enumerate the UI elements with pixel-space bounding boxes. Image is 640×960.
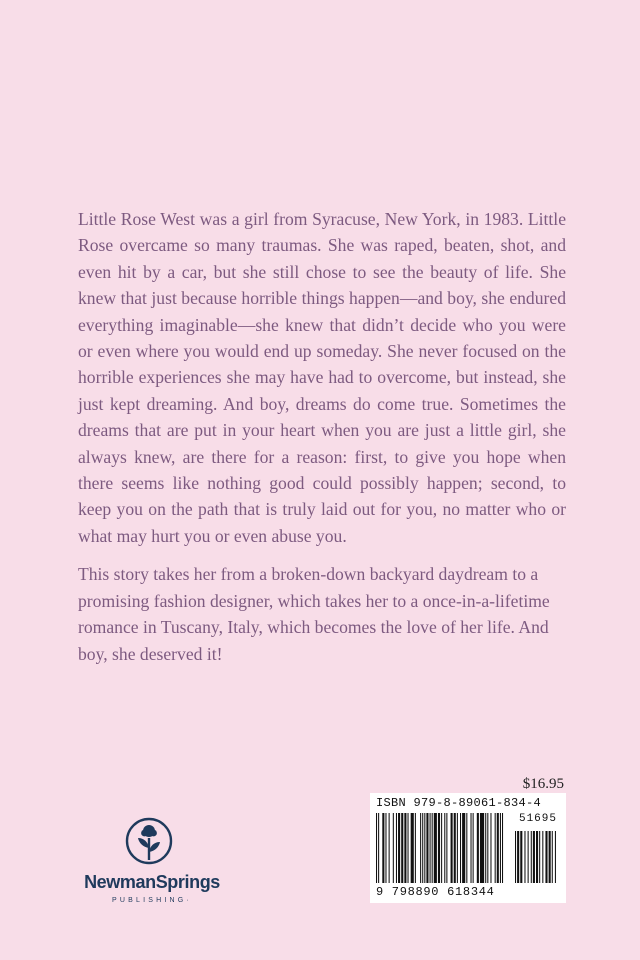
barcode-bar	[457, 813, 458, 883]
blurb-paragraph-2: This story takes her from a broken-down backyard daydream to a promising fashion designer, which takes her to a once-in-a-lifetime romance in Tuscany, Italy, which becomes the love of her life. And boy, she deserved it!	[78, 564, 550, 664]
barcode-bar	[441, 813, 442, 883]
isbn-barcode	[370, 793, 566, 903]
barcode-bar	[460, 813, 461, 883]
barcode-bar	[552, 831, 553, 883]
publisher-subtitle: PUBLISHING·	[112, 897, 192, 904]
barcode-bar	[497, 813, 499, 883]
barcode-bar	[376, 813, 377, 883]
barcode-bar	[422, 813, 423, 883]
barcode-bar	[480, 813, 484, 883]
barcode-bar	[434, 813, 437, 883]
barcode-bar	[420, 813, 421, 883]
barcode-bar	[531, 831, 532, 883]
barcode-bar	[432, 813, 433, 883]
barcode-bar	[473, 813, 474, 883]
barcode-bar	[389, 813, 390, 883]
barcode-bar	[430, 813, 431, 883]
barcode-bar	[385, 813, 386, 883]
barcode-bar	[438, 813, 440, 883]
barcode-bar	[444, 813, 445, 883]
barcode-bar	[524, 831, 525, 883]
barcode-bar	[404, 813, 406, 883]
barcode-bar	[528, 831, 529, 883]
barcode-bar	[495, 813, 496, 883]
barcode-bar	[451, 813, 453, 883]
barcode-bar	[411, 813, 414, 883]
publisher-logo	[72, 816, 232, 916]
barcode-bar	[502, 813, 503, 883]
barcode-bar	[426, 813, 428, 883]
isbn-label: ISBN 979-8-89061-834-4	[376, 796, 542, 810]
barcode-bar	[446, 813, 447, 883]
back-cover-blurb	[78, 206, 566, 679]
barcode-bar	[462, 813, 465, 883]
price-label: $16.95	[522, 776, 564, 792]
barcode-bar	[487, 813, 488, 883]
barcode-bar	[555, 831, 556, 883]
barcode-bar	[542, 831, 543, 883]
barcode-bar	[393, 813, 394, 883]
barcode-bar	[517, 831, 519, 883]
blurb-paragraph-1: Little Rose West was a girl from Syracuse, New York, in 1983. Little Rose overcame so many traumas. She was raped, beaten, shot, and even hit by a car, but she still chose to see the beauty of life. She knew that just because horrible things happen—and boy, she endured everything imaginable—she knew that didn’t decide who you were or even where you would end up someday. She never focused on the horrible experiences she may have had to overcome, but instead, she just kept dreaming. And boy, dreams do come true. Sometimes the dreams that are put in your heart when you are just a little girl, she always knew, are there for a reason: first, to give you hope when there seems like nothing good could possibly happen; second, to keep you on the path that is truly laid out for you, no matter who or what may hurt you or even abuse you.	[78, 209, 566, 546]
barcode-bar	[549, 831, 551, 883]
barcode-bar	[515, 831, 516, 883]
flower-sprout-icon	[124, 816, 174, 866]
barcode-bar	[500, 813, 501, 883]
barcode-bar	[415, 813, 416, 883]
barcode-bar	[408, 813, 409, 883]
addon-digits: 51695	[518, 813, 557, 825]
barcode-bar	[382, 813, 384, 883]
barcode-bar	[424, 813, 425, 883]
barcode-bar	[471, 813, 472, 883]
publisher-name: NewmanSprings	[84, 872, 220, 892]
barcode-bar	[396, 813, 397, 883]
addon-barcode-bars	[515, 831, 561, 883]
barcode-bar	[398, 813, 400, 883]
barcode-bar	[545, 831, 547, 883]
barcode-bar	[378, 813, 379, 883]
barcode-bar	[536, 831, 538, 883]
barcode-bar	[477, 813, 479, 883]
barcode-bar	[533, 831, 535, 883]
barcode-bar	[454, 813, 456, 883]
barcode-bar	[485, 813, 486, 883]
barcode-bar	[401, 813, 403, 883]
barcode-bar	[539, 831, 540, 883]
barcode-bar	[520, 831, 522, 883]
barcode-bar	[466, 813, 467, 883]
ean-digits: 9 798890 618344	[376, 885, 495, 899]
ean-barcode-bars	[376, 813, 512, 883]
barcode-bar	[490, 813, 491, 883]
